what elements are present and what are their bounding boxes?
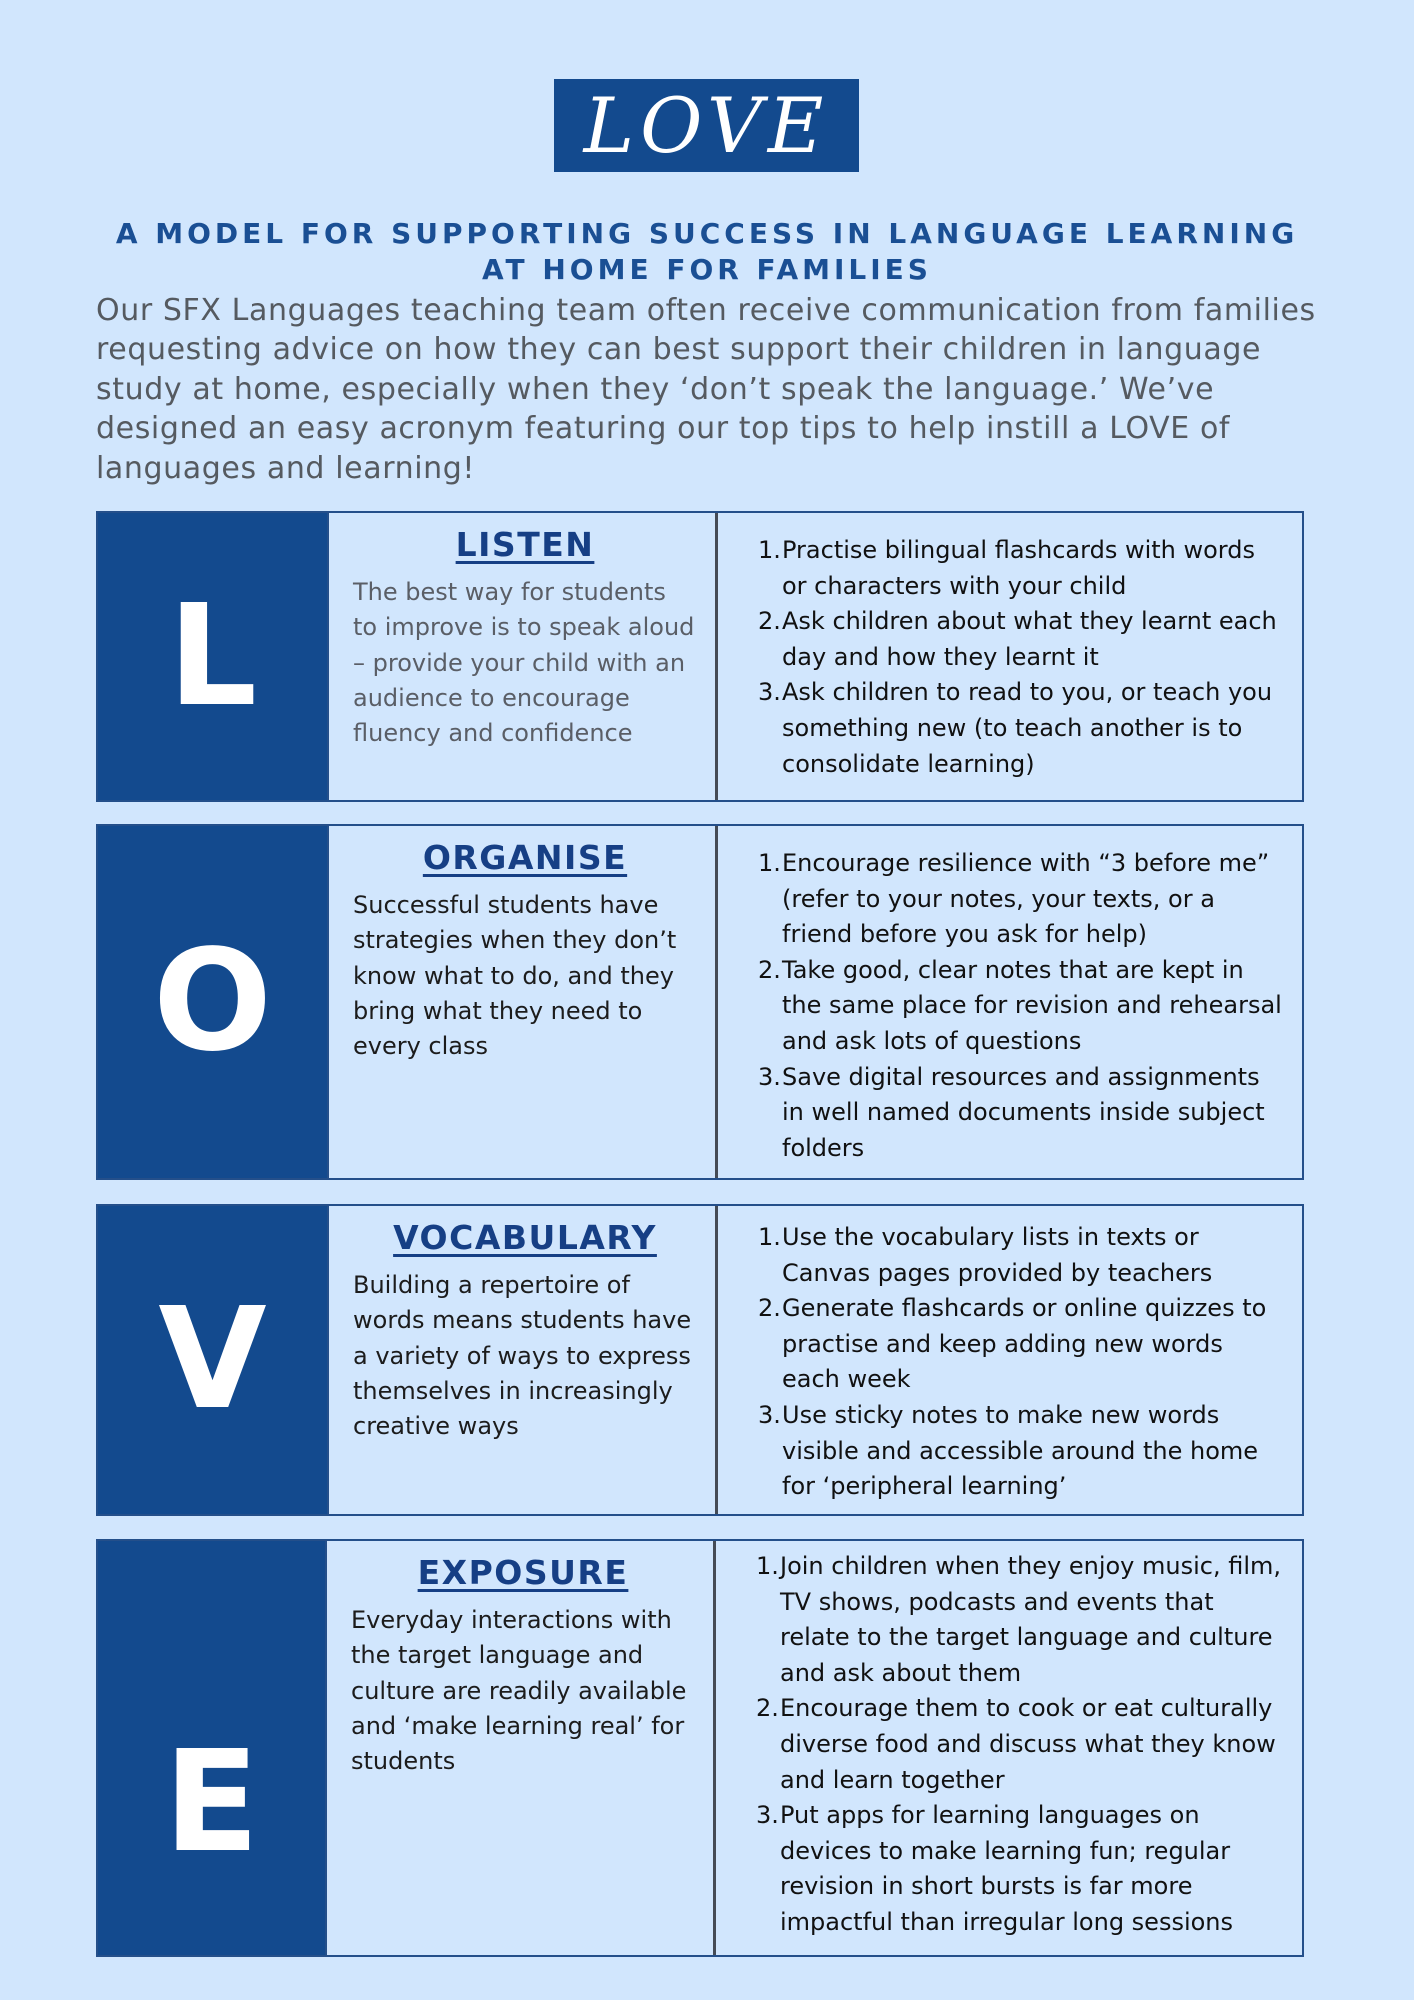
tip-item: 1. Use the vocabulary lists in texts or Canvas pages provided by teachers: [758, 1223, 1213, 1287]
section-description: Successful students have strategies when they don’t know what to do, and they bring what they need to every class: [353, 891, 677, 1061]
section-listen: [96, 511, 1304, 802]
tip-item: 1. Practise bilingual flashcards with words or characters with your child: [758, 536, 1255, 600]
letter-v: V: [98, 1206, 329, 1514]
section-description: Building a repertoire of words means students have a variety of ways to express themselves in increasingly creative ways: [353, 1271, 692, 1441]
tip-item: 3. Put apps for learning languages on devices to make learning fun; regular revision in short bursts is far more impactful than irregular long sessions: [756, 1801, 1234, 1936]
section-description: The best way for students to improve is to speak aloud – provide your child with an audience to encourage fluency and confidence: [353, 578, 695, 748]
tip-item: 1. Encourage resilience with “3 before me” (refer to your notes, your texts, or a friend before you ask for help): [758, 849, 1270, 949]
tip-item: 2. Ask children about what they learnt each day and how they learnt it: [758, 607, 1277, 671]
tips-column: [718, 513, 1302, 800]
tip-item: 2. Take good, clear notes that are kept in the same place for revision and rehearsal and ask lots of questions: [758, 955, 1282, 1055]
letter-o: O: [98, 826, 329, 1178]
tips-list: [760, 1220, 1286, 1505]
tips-list: [758, 1549, 1286, 1941]
section-heading: EXPOSURE: [417, 1553, 629, 1592]
tips-column: [718, 826, 1302, 1178]
section-organise: [96, 824, 1304, 1180]
section-vocabulary: [96, 1204, 1304, 1516]
section-summary: [329, 1206, 718, 1514]
section-heading: LISTEN: [455, 525, 595, 564]
letter-l: L: [98, 513, 329, 800]
tips-column: [718, 1206, 1302, 1514]
section-heading: ORGANISE: [422, 838, 628, 877]
section-exposure: [96, 1539, 1304, 1957]
intro-paragraph: Our SFX Languages teaching team often receive communication from families requesting advice on how they can best support their children in language study at home, especially when they ‘don’t speak the language.’ We’ve designed an easy acronym featuring our top tips to help instill a LOVE of languages and learning!: [96, 293, 1316, 486]
tip-item: 1. Join children when they enjoy music, film, TV shows, podcasts and events that relate to the target language and culture and ask about them: [756, 1552, 1282, 1687]
letter-e: E: [98, 1541, 327, 1955]
section-summary: [327, 1541, 716, 1955]
tip-item: 2. Generate flashcards or online quizzes to practise and keep adding new words each week: [758, 1294, 1267, 1394]
tip-item: 3. Use sticky notes to make new words visible and accessible around the home for ‘peripheral learning’: [758, 1400, 1259, 1501]
tips-list: [760, 533, 1286, 782]
tip-item: 3. Save digital resources and assignments in well named documents inside subject folders: [758, 1062, 1265, 1162]
section-summary: [329, 826, 718, 1178]
section-summary: [329, 513, 718, 800]
tip-item: 2. Encourage them to cook or eat culturally diverse food and discuss what they know and learn together: [756, 1694, 1276, 1794]
tips-column: [716, 1541, 1302, 1955]
section-heading: VOCABULARY: [393, 1218, 657, 1257]
tip-item: 3. Ask children to read to you, or teach you something new (to teach another is to consolidate learning): [758, 678, 1273, 778]
page-subtitle: A MODEL FOR SUPPORTING SUCCESS IN LANGUAGE LEARNING AT HOME FOR FAMILIES: [115, 217, 1299, 286]
tips-list: [760, 846, 1286, 1166]
love-logo: LOVE: [554, 79, 859, 172]
section-description: Everyday interactions with the target language and culture are readily available and ‘make learning real’ for students: [351, 1606, 687, 1776]
